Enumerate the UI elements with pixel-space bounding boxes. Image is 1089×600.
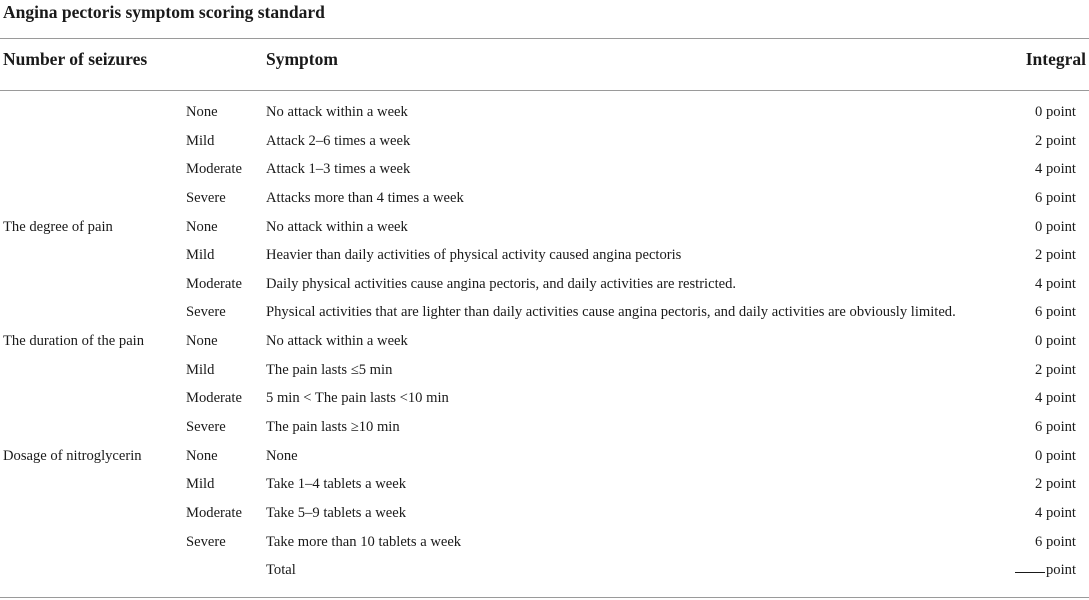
- row-score: 4 point: [1035, 275, 1076, 292]
- row-score: 0 point: [1035, 447, 1076, 464]
- row-symptom: Take 1–4 tablets a week: [266, 476, 406, 493]
- row-level: None: [186, 218, 218, 235]
- row-level: Moderate: [186, 390, 242, 407]
- row-symptom: 5 min < The pain lasts <10 min: [266, 390, 449, 407]
- row-level: Severe: [186, 419, 226, 436]
- row-item: The duration of the pain: [3, 333, 145, 350]
- table-row: [0, 242, 1089, 271]
- row-symptom: No attack within a week: [266, 333, 408, 350]
- row-symptom: The pain lasts ≤5 min: [266, 361, 393, 378]
- row-score: 4 point: [1035, 161, 1076, 178]
- row-score: 0 point: [1035, 104, 1076, 120]
- table-row: [0, 471, 1089, 500]
- row-item: The degree of pain: [3, 218, 113, 235]
- row-level: Severe: [186, 533, 226, 550]
- table-body: [0, 99, 1089, 586]
- table-row: [0, 156, 1089, 185]
- row-level: Mild: [186, 476, 215, 493]
- row-symptom: None: [266, 447, 298, 464]
- row-score: 6 point: [1035, 304, 1076, 321]
- row-score: 2 point: [1035, 132, 1076, 149]
- bottom-rule: [0, 597, 1089, 598]
- table-row: [0, 500, 1089, 529]
- row-score: 4 point: [1035, 504, 1076, 521]
- row-score: 4 point: [1035, 390, 1076, 407]
- row-item: Dosage of nitroglycerin: [3, 447, 142, 464]
- row-score: 0 point: [1035, 218, 1076, 235]
- row-level: Severe: [186, 304, 226, 321]
- row-symptom: Daily physical activities cause angina pectoris, and daily activities are restricted.: [266, 275, 737, 292]
- total-score: [1015, 562, 1076, 579]
- table-row: [0, 128, 1089, 157]
- row-symptom: Heavier than daily activities of physical activity caused angina pectoris: [266, 247, 682, 264]
- row-level: None: [186, 447, 218, 464]
- table-row: [0, 414, 1089, 443]
- table-row: [0, 385, 1089, 414]
- row-level: None: [186, 333, 218, 350]
- row-level: Mild: [186, 247, 215, 264]
- table-caption: Angina pectoris symptom scoring standard: [3, 2, 325, 22]
- row-score: 0 point: [1035, 333, 1076, 350]
- header-integral: Integral: [1025, 49, 1086, 69]
- total-score-unit: point: [1046, 562, 1076, 579]
- row-symptom: Attack 1–3 times a week: [266, 161, 411, 178]
- top-rule: [0, 38, 1089, 39]
- table-row: [0, 99, 1089, 128]
- row-level: Mild: [186, 132, 215, 149]
- row-score: 2 point: [1035, 476, 1076, 493]
- table-row: [0, 299, 1089, 328]
- row-symptom: The pain lasts ≥10 min: [266, 419, 400, 436]
- row-score: 6 point: [1035, 419, 1076, 436]
- table-row: [0, 271, 1089, 300]
- total-row: [0, 557, 1089, 586]
- row-level: Moderate: [186, 161, 242, 178]
- table-row: [0, 185, 1089, 214]
- row-level: Mild: [186, 361, 215, 378]
- header-rule: [0, 90, 1089, 91]
- header-number-of-seizures: Number of seizures: [3, 49, 148, 69]
- table-row: [0, 214, 1089, 243]
- row-symptom: Attacks more than 4 times a week: [266, 189, 464, 206]
- row-level: Moderate: [186, 275, 242, 292]
- row-level: Moderate: [186, 504, 242, 521]
- row-symptom: No attack within a week: [266, 104, 408, 120]
- header-symptom: Symptom: [266, 49, 338, 69]
- table-row: [0, 328, 1089, 357]
- score-blank-line: [1015, 572, 1045, 573]
- row-level: None: [186, 104, 218, 120]
- table-row: [0, 529, 1089, 558]
- row-score: 2 point: [1035, 247, 1076, 264]
- table-row: [0, 443, 1089, 472]
- row-symptom: Physical activities that are lighter than daily activities cause angina pectoris, and daily activities are obviously limited.: [266, 304, 956, 321]
- row-level: Severe: [186, 189, 226, 206]
- row-symptom: Take 5–9 tablets a week: [266, 504, 406, 521]
- row-symptom: Take more than 10 tablets a week: [266, 533, 462, 550]
- table-row: [0, 357, 1089, 386]
- total-label: Total: [266, 562, 296, 579]
- row-symptom: No attack within a week: [266, 218, 408, 235]
- row-symptom: Attack 2–6 times a week: [266, 132, 411, 149]
- row-score: 2 point: [1035, 361, 1076, 378]
- row-score: 6 point: [1035, 189, 1076, 206]
- row-score: 6 point: [1035, 533, 1076, 550]
